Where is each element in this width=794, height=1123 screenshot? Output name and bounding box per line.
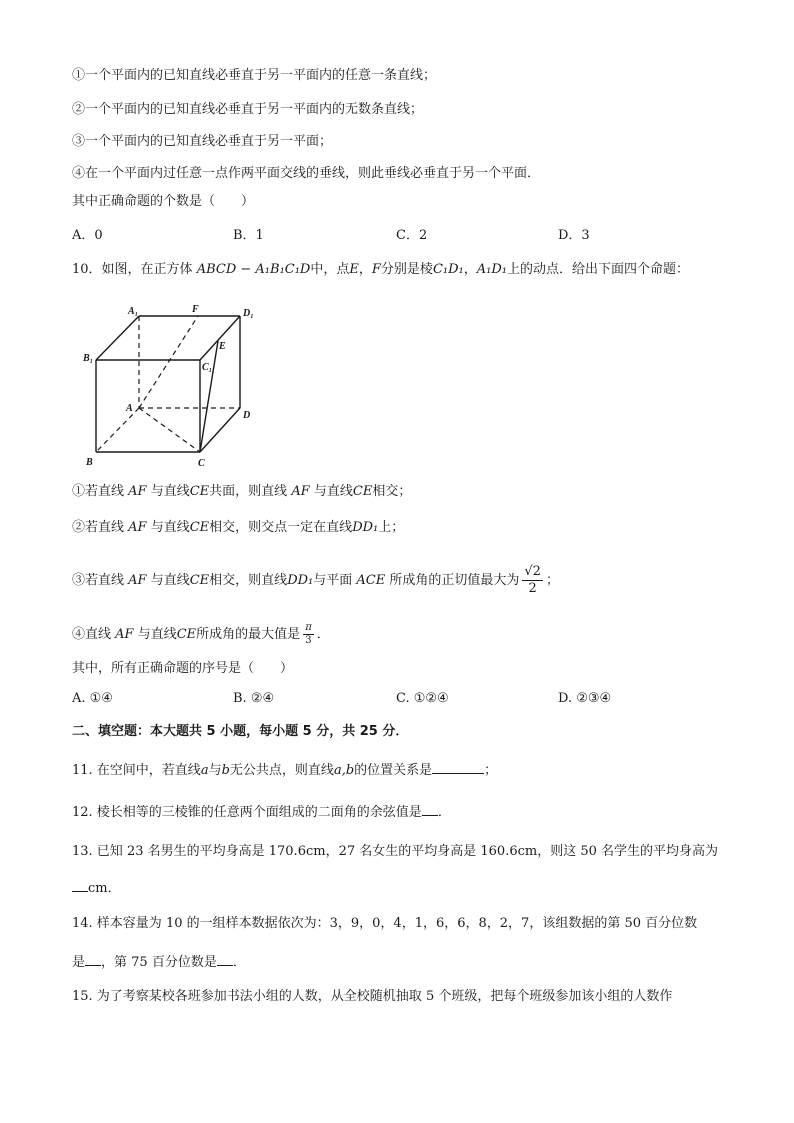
q10-option-d: D. ②③④ [558, 691, 612, 706]
q10-option-a: A. ①④ [72, 691, 113, 706]
label-b1: B₁ [83, 353, 94, 364]
cube-figure [80, 300, 260, 475]
q9-option-a: A．0 [72, 228, 103, 243]
label-a: A [126, 403, 133, 414]
label-e: E [219, 341, 226, 352]
q10-stem: 10．如图，在正方体 ABCD − A₁B₁C₁D中，点E，F分别是棱C₁D₁，A₁D₁上的动点．给出下面四个命题： [72, 262, 689, 277]
q9-option-b: B．1 [233, 228, 264, 243]
q9-statement-1: ①一个平面内的已知直线必垂直于另一平面内的任意一条直线； [72, 68, 437, 83]
q10-option-c: C. ①②④ [396, 691, 449, 706]
label-c1: C₁ [202, 362, 213, 373]
q10-proposition-4: ④直线 AF 与直线CE所成角的最大值是 $\frac{\pi}{3}$ ． [72, 622, 330, 646]
label-d1: D₁ [243, 308, 254, 319]
q9-statement-4: ④在一个平面内过任意一点作两平面交线的垂线，则此垂线必垂直于另一个平面． [72, 166, 541, 181]
q9-option-c: C．2 [396, 228, 428, 243]
question-11: 11. 在空间中，若直线a与b无公共点，则直线a,b的位置关系是 ； [72, 759, 497, 780]
q9-statement-3: ③一个平面内的已知直线必垂直于另一平面； [72, 134, 333, 149]
answer-blank [422, 801, 438, 816]
q9-option-d: D．3 [558, 228, 590, 243]
q10-proposition-1: ①若直线 AF 与直线CE共面，则直线 AF 与直线CE相交； [72, 484, 412, 499]
q10-options [72, 691, 752, 709]
question-13: 13. 已知 23 名男生的平均身高是 170.6cm，27 名女生的平均身高是 160.6cm，则这 50 名学生的平均身高为 [72, 844, 719, 859]
label-a1: A₁ [128, 306, 139, 317]
question-13-cont: cm． [72, 877, 121, 898]
label-b: B [86, 457, 93, 468]
fraction-pi-over-3: $\frac{\pi}{3}$ [305, 622, 312, 646]
q10-prompt: 其中，所有正确命题的序号是（ ） [72, 661, 294, 676]
label-c: C [198, 458, 205, 469]
question-15: 15. 为了考察某校各班参加书法小组的人数，从全校随机抽取 5 个班级，把每个班级参加该小组的人数作 [72, 989, 673, 1004]
answer-blank [85, 951, 101, 966]
q10-proposition-2: ②若直线 AF 与直线CE相交，则交点一定在直线DD₁上； [72, 520, 405, 535]
question-14-cont: 是 ，第 75 百分位数是 ． [72, 951, 246, 972]
q9-prompt: 其中正确命题的个数是（ ） [72, 194, 255, 209]
label-f: F [192, 304, 199, 315]
fraction-sqrt2-over-2: $\frac{√2}{2}$ [524, 564, 541, 596]
q9-options [72, 224, 752, 242]
answer-blank [432, 759, 484, 774]
question-12: 12. 棱长相等的三棱锥的任意两个面组成的二面角的余弦值是 ． [72, 801, 451, 822]
q10-option-b: B. ②④ [233, 691, 275, 706]
section-2-heading: 二、填空题：本大题共 5 小题，每小题 5 分，共 25 分． [72, 724, 409, 739]
label-d: D [243, 410, 251, 421]
q9-statement-2: ②一个平面内的已知直线必垂直于另一平面内的无数条直线； [72, 102, 424, 117]
question-14: 14. 样本容量为 10 的一组样本数据依次为：3，9，0，4，1，6，6，8，2，7，该组数据的第 50 百分位数 [72, 916, 698, 931]
q10-proposition-3: ③若直线 AF 与直线CE相交，则直线DD₁与平面 ACE 所成角的正切值最大为 $\frac{√2}{2}$ ； [72, 564, 559, 596]
answer-blank [72, 877, 88, 892]
answer-blank [217, 951, 233, 966]
